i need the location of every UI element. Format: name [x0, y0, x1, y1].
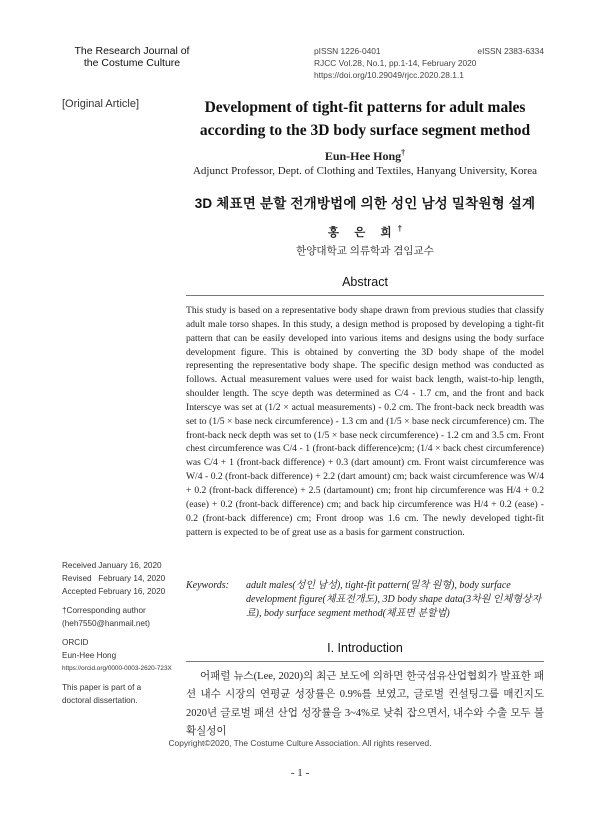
revised-date [62, 572, 184, 585]
orcid-label: ORCID [62, 638, 89, 647]
corresponding-author-email[interactable]: (heh7550@hanmail.net) [62, 619, 150, 628]
abstract-body: This study is based on a representative body shape drawn from previous studies that classify adult male torso shapes. In this study, a design method is proposed by developing a tight-fit pattern that can be easily developed into various items and designs using the body surface development figure. This is obtained by converting the 3D body shape of the model representing the representative body shape. The specific design method was conducted as follows. Actual measurement values were used for waist back length, waist-to-hip length, shoulder length. The scye depth was determined as C/4 - 1.7 cm, and the front and back Interscye was set at (1/2 × actual measurements) - 0.2 cm. The front-back neck breadth was set to (1/5 × base neck circumference) - 1.3 cm and (1/5 × base neck circumference) cm. The front-back neck depth was set to (1/5 × base neck circumference) - 1.2 cm and 3.5 cm. Front chest circumference was C/4 - 1 (front-back difference)cm; (1/4 × back chest circumference) was C/4 + 1 (front-back difference) + 0.3 (dart amount) cm. Front waist circumference was W/4 - 0.2 (front-back difference) + 2.2 (dart amount) cm; back waist circumference was W/4 + 0.2 (front-back difference) + 2.5 (dartamount) cm; front hip circumference was H/4 + 0.2 (ease) + 0.2 (front-back difference) cm; and back hip circumference was H/4 + 0.2 (ease) - 0.2 (front-back difference) cm; Front droop was 1.6 cm. The newly developed tight-fit pattern is expected to be of great use as a basis for garment construction. [186, 305, 544, 538]
copyright-notice: Copyright©2020, The Costume Culture Association. All rights reserved. [168, 738, 432, 748]
accepted-label: Accepted [62, 587, 97, 596]
author-name [186, 148, 544, 164]
corresponding-author-label: †Corresponding author [62, 606, 146, 615]
korean-title: 3D 체표면 분할 전개방법에 의한 성인 남성 밀착원형 설계 [194, 196, 536, 211]
received-value: January 16, 2020 [98, 561, 162, 570]
abstract-heading: Abstract [342, 275, 388, 289]
received-date [62, 559, 184, 572]
orcid-link[interactable]: https://orcid.org/0000-0003-2620-723X [62, 665, 172, 672]
journal-name-line1: The Research Journal of [74, 45, 190, 57]
introduction-divider [186, 661, 544, 662]
article-dates [62, 559, 184, 598]
keywords [186, 579, 544, 621]
korean-author-text: 홍 은 희 [327, 227, 398, 239]
corresponding-mark: † [401, 148, 406, 157]
korean-affiliation: 한양대학교 의류학과 겸임교수 [296, 245, 434, 257]
publication-info [314, 45, 544, 81]
introduction-heading: I. Introduction [327, 641, 403, 655]
eissn: eISSN 2383-6334 [477, 46, 544, 56]
orcid-name: Eun-Hee Hong [62, 651, 117, 660]
accepted-value: February 16, 2020 [98, 587, 166, 596]
korean-author [186, 224, 544, 240]
article-sidebar [62, 559, 184, 707]
paper-title: Development of tight-fit patterns for adult males according to the 3D body surface segment method [199, 99, 531, 139]
citation: RJCC Vol.28, No.1, pp.1-14, February 2020 [314, 58, 477, 68]
abstract-divider [186, 295, 544, 296]
author-affiliation: Adjunct Professor, Dept. of Clothing and Textiles, Hanyang University, Korea [192, 165, 537, 177]
article-type: [Original Article] [62, 98, 140, 110]
accepted-date [62, 585, 184, 598]
revised-value: February 14, 2020 [98, 574, 166, 583]
received-label: Received [62, 561, 97, 570]
revised-label: Revised [62, 574, 92, 583]
doi-link[interactable]: https://doi.org/10.29049/rjcc.2020.28.1.1 [314, 70, 464, 80]
korean-corresponding-mark: † [397, 224, 403, 234]
dissertation-note: This paper is part of a doctoral dissertation. [62, 683, 142, 705]
journal-name [62, 45, 202, 69]
author-name-text: Eun-Hee Hong [324, 149, 402, 163]
pissn: pISSN 1226-0401 [314, 46, 381, 56]
page-number: - 1 - [290, 767, 310, 779]
keywords-label: Keywords: [186, 580, 229, 591]
keywords-list: adult males(성인 남성), tight-fit pattern(밀착 원형), body surface development figure(체표전개도), 3D body shape data(3차원 인체형상자료), body surface segment method(체표면 분할법) [246, 580, 542, 619]
journal-name-line2: the Costume Culture [83, 57, 181, 69]
introduction-body: 어패럴 뉴스(Lee, 2020)의 최근 보도에 의하면 한국섬유산업협회가 발표한 패션 내수 시장의 연평균 성장률은 0.9%를 보였고, 글로벌 컨설팅그룹 매킨지도 2020년 글로벌 패션 산업 성장률을 3~4%로 낮춰 잡으면서, 내수와 수출 모두 불확실성이 [186, 671, 544, 738]
